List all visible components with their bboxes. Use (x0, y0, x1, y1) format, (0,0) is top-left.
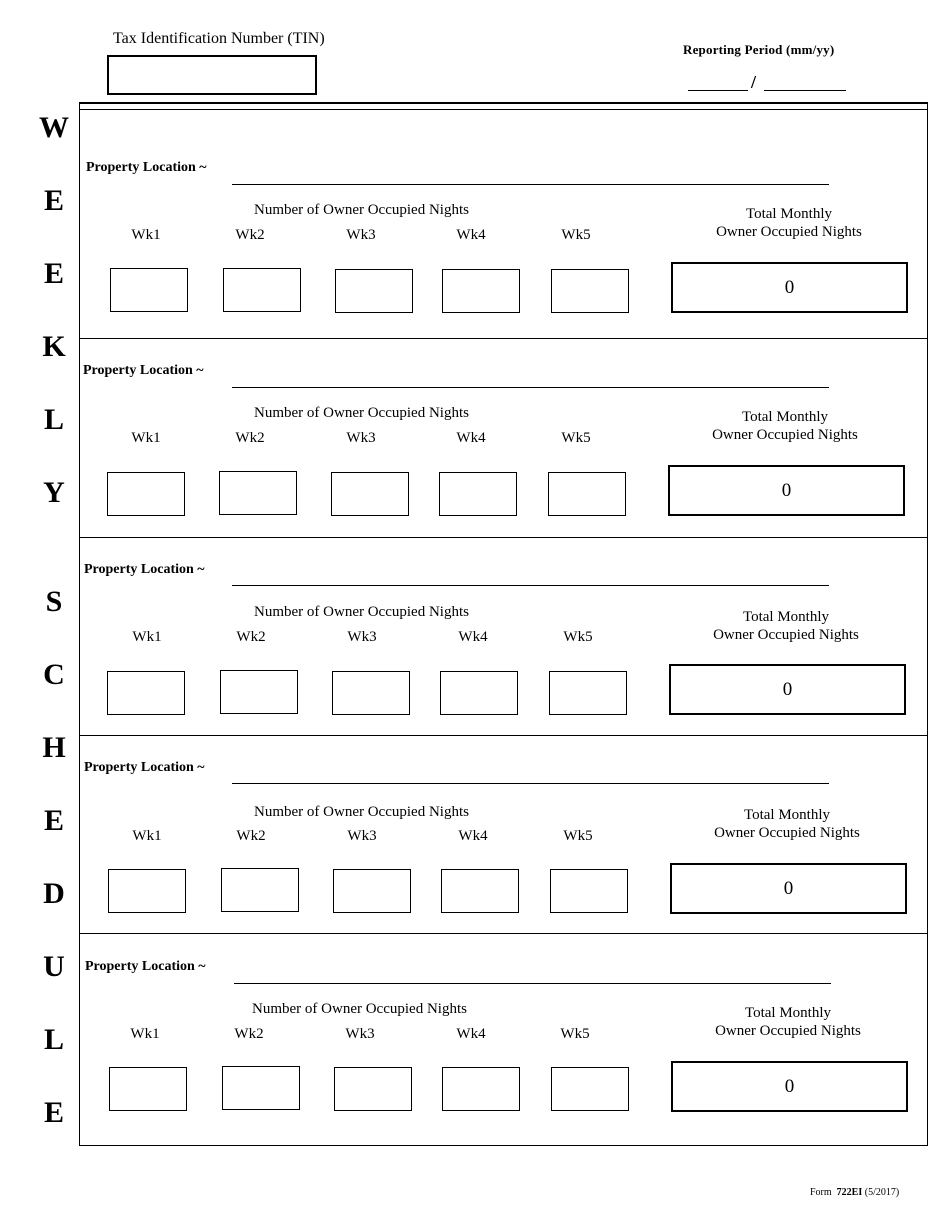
wk5-input[interactable] (551, 269, 629, 313)
period-year-field[interactable] (764, 74, 846, 91)
nights-label: Number of Owner Occupied Nights (254, 804, 469, 820)
total-label-line-1: Total Monthly (744, 1005, 832, 1021)
form-revision: (5/2017) (864, 1187, 900, 1198)
wk3-input[interactable] (331, 472, 409, 516)
wk5-input[interactable] (550, 869, 628, 913)
period-separator: / (751, 72, 757, 92)
wk5-input[interactable] (548, 472, 626, 516)
total-nights-value: 0 (671, 262, 908, 313)
total-label-line-2: Owner Occupied Nights (715, 1023, 861, 1039)
side-letter: W (39, 111, 69, 144)
total-label-line-1: Total Monthly (741, 409, 829, 425)
form-number: 722EI (836, 1187, 863, 1198)
property-location-input[interactable] (232, 585, 829, 586)
wk3-input[interactable] (334, 1067, 412, 1111)
property-location-label: Property Location ~ (85, 959, 206, 974)
wk5-label: Wk5 (563, 629, 593, 645)
period-month-field[interactable] (688, 74, 748, 91)
total-nights-value: 0 (668, 465, 905, 516)
property-location-label: Property Location ~ (84, 562, 205, 577)
tin-label: Tax Identification Number (TIN) (113, 30, 325, 47)
property-section-3 (79, 552, 928, 752)
total-label-line-2: Owner Occupied Nights (713, 627, 859, 643)
wk2-label: Wk2 (234, 1026, 264, 1042)
wk3-label: Wk3 (347, 828, 377, 844)
nights-label: Number of Owner Occupied Nights (254, 405, 469, 421)
nights-label: Number of Owner Occupied Nights (254, 202, 469, 218)
side-letter: L (43, 1023, 64, 1056)
side-letter: U (43, 950, 65, 983)
wk4-input[interactable] (439, 472, 517, 516)
total-nights-value: 0 (669, 664, 906, 715)
total-label-line-1: Total Monthly (745, 206, 833, 222)
wk4-input[interactable] (441, 869, 519, 913)
wk1-label: Wk1 (132, 629, 162, 645)
property-location-input[interactable] (234, 983, 831, 984)
total-label-line-1: Total Monthly (743, 807, 831, 823)
wk3-input[interactable] (332, 671, 410, 715)
side-letter: K (42, 330, 66, 363)
wk4-label: Wk4 (456, 227, 486, 243)
wk1-input[interactable] (107, 472, 185, 516)
wk1-label: Wk1 (130, 1026, 160, 1042)
side-letter: L (43, 403, 64, 436)
frame-top-rule (79, 109, 928, 110)
wk2-input[interactable] (220, 670, 298, 714)
wk2-input[interactable] (219, 471, 297, 515)
wk2-input[interactable] (221, 868, 299, 912)
wk2-label: Wk2 (235, 430, 265, 446)
wk5-label: Wk5 (561, 430, 591, 446)
nights-label: Number of Owner Occupied Nights (254, 604, 469, 620)
nights-label: Number of Owner Occupied Nights (252, 1001, 467, 1017)
wk1-input[interactable] (108, 869, 186, 913)
wk5-label: Wk5 (563, 828, 593, 844)
wk2-label: Wk2 (236, 629, 266, 645)
side-letter: E (43, 257, 64, 290)
property-section-4 (79, 750, 928, 950)
wk3-label: Wk3 (347, 629, 377, 645)
wk5-label: Wk5 (561, 227, 591, 243)
wk3-label: Wk3 (345, 1026, 375, 1042)
total-nights-value: 0 (670, 863, 907, 914)
wk1-label: Wk1 (132, 828, 162, 844)
wk3-label: Wk3 (346, 227, 376, 243)
total-label-line-2: Owner Occupied Nights (714, 825, 860, 841)
wk4-input[interactable] (442, 269, 520, 313)
form-footer (810, 1187, 899, 1198)
total-label-line-2: Owner Occupied Nights (712, 427, 858, 443)
property-location-input[interactable] (232, 184, 829, 185)
wk4-input[interactable] (442, 1067, 520, 1111)
form-prefix: Form (810, 1187, 832, 1198)
wk1-input[interactable] (109, 1067, 187, 1111)
side-letter: S (45, 585, 63, 618)
wk3-input[interactable] (335, 269, 413, 313)
side-letter: C (43, 658, 65, 691)
wk3-label: Wk3 (346, 430, 376, 446)
wk2-label: Wk2 (235, 227, 265, 243)
property-location-input[interactable] (232, 783, 829, 784)
property-location-label: Property Location ~ (83, 363, 204, 378)
side-letter: H (42, 731, 66, 764)
wk2-label: Wk2 (236, 828, 266, 844)
wk2-input[interactable] (223, 268, 301, 312)
tin-input[interactable] (107, 55, 317, 95)
total-label-line-1: Total Monthly (742, 609, 830, 625)
property-location-label: Property Location ~ (84, 760, 205, 775)
wk4-label: Wk4 (456, 1026, 486, 1042)
wk1-input[interactable] (107, 671, 185, 715)
side-letter: E (43, 184, 64, 217)
total-label-line-2: Owner Occupied Nights (716, 224, 862, 240)
property-section-5 (79, 949, 928, 1149)
property-section-2 (79, 353, 928, 553)
reporting-period-label: Reporting Period (mm/yy) (683, 42, 835, 57)
property-section-1 (79, 150, 928, 350)
wk1-input[interactable] (110, 268, 188, 312)
property-location-label: Property Location ~ (86, 160, 207, 175)
side-letter: Y (43, 476, 65, 509)
wk2-input[interactable] (222, 1066, 300, 1110)
wk5-label: Wk5 (560, 1026, 590, 1042)
wk4-input[interactable] (440, 671, 518, 715)
wk3-input[interactable] (333, 869, 411, 913)
total-nights-value: 0 (671, 1061, 908, 1112)
property-location-input[interactable] (232, 387, 829, 388)
wk1-label: Wk1 (131, 430, 161, 446)
side-letter: D (43, 877, 65, 910)
side-letter: E (43, 1096, 64, 1129)
wk4-label: Wk4 (458, 629, 488, 645)
wk4-label: Wk4 (456, 430, 486, 446)
wk4-label: Wk4 (458, 828, 488, 844)
wk5-input[interactable] (549, 671, 627, 715)
wk5-input[interactable] (551, 1067, 629, 1111)
wk1-label: Wk1 (131, 227, 161, 243)
side-letter: E (43, 804, 64, 837)
